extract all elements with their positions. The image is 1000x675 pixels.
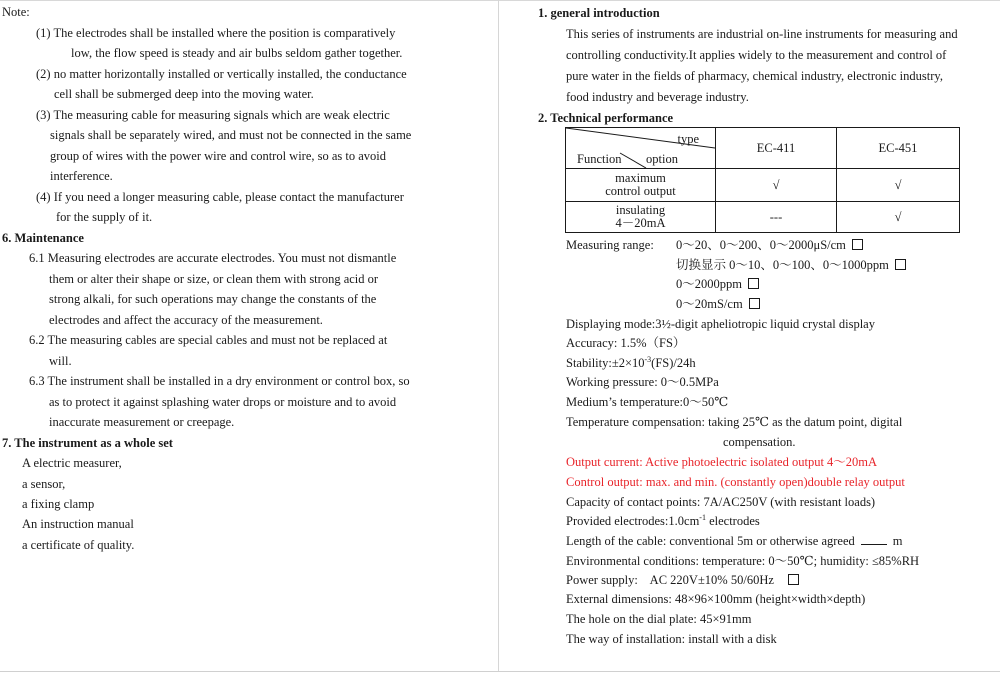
table-cell: √ <box>837 169 960 202</box>
intro-line: This series of instruments are industrial on-line instruments for measuring and <box>566 27 958 41</box>
note-item-4-cont: for the supply of it. <box>56 210 153 224</box>
table-cell: √ <box>837 202 960 233</box>
spec-display-mode: Displaying mode:3½-digit apheliotropic liquid crystal display <box>566 317 875 331</box>
maintenance-item-6-1-cont: them or alter their shape or size, or clean them with strong acid or <box>49 272 379 286</box>
row-label-line: 4－20mA <box>615 216 666 230</box>
spec-accuracy: Accuracy: 1.5%（FS） <box>566 336 686 350</box>
set-item: a fixing clamp <box>22 497 95 511</box>
spec-cable-length <box>566 533 903 549</box>
spec-control-output: Control output: max. and min. (constantly open)double relay output <box>566 475 905 489</box>
note-title: Note: <box>2 5 30 19</box>
performance-table <box>565 127 960 233</box>
corner-option-label: option <box>646 152 678 166</box>
page-top-border <box>0 0 1000 1</box>
maintenance-item-6-1: 6.1 Measuring electrodes are accurate electrodes. You must not dismantle <box>29 251 397 265</box>
note-item-3: (3) The measuring cable for measuring signals which are weak electric <box>36 108 390 122</box>
maintenance-item-6-2: 6.2 The measuring cables are special cables and must not be replaced at <box>29 333 388 347</box>
measuring-range-option <box>676 257 906 273</box>
row-label-insulating <box>566 202 716 233</box>
spec-contact-capacity: Capacity of contact points: 7A/AC250V (with resistant loads) <box>566 495 876 509</box>
electrodes-text: electrodes <box>705 514 760 528</box>
table-cell: √ <box>716 169 837 202</box>
note-item-2: (2) no matter horizontally installed or vertically installed, the conductance <box>36 67 407 81</box>
checkbox-icon[interactable] <box>749 298 760 309</box>
set-item: a certificate of quality. <box>22 538 135 552</box>
spec-provided-electrodes <box>566 513 760 529</box>
note-item-3-cont: group of wires with the power wire and control wire, so as to avoid <box>50 149 387 163</box>
power-supply-text: Power supply: AC 220V±10% 50/60Hz <box>566 573 774 587</box>
stability-text: Stability:±2×10 <box>566 356 645 370</box>
table-corner-cell <box>566 128 716 169</box>
stability-text: (FS)/24h <box>651 356 696 370</box>
spec-environment: Environmental conditions: temperature: 0～50℃; humidity: ≤85%RH <box>566 554 920 568</box>
note-item-3-cont: signals shall be separately wired, and must not be connected in the same <box>50 128 412 142</box>
cable-length-blank <box>861 533 887 545</box>
table-cell: --- <box>716 202 837 233</box>
column-divider <box>498 0 499 672</box>
measuring-range-option <box>676 296 760 312</box>
row-label-line: insulating <box>615 203 666 217</box>
spec-temperature-compensation-cont: compensation. <box>723 435 796 449</box>
measuring-range-option <box>676 276 759 292</box>
note-item-2-cont: cell shall be submerged deep into the moving water. <box>54 87 314 101</box>
spec-working-pressure: Working pressure: 0～0.5MPa <box>566 375 719 389</box>
note-item-1-cont: low, the flow speed is steady and air bulbs seldom gather together. <box>71 46 403 60</box>
row-label-line: maximum <box>615 171 666 185</box>
note-item-1: (1) The electrodes shall be installed where the position is comparatively <box>36 26 396 40</box>
row-label-max-control-output <box>566 169 716 202</box>
electrodes-exponent: -1 <box>699 512 706 522</box>
measuring-range-label: Measuring range: <box>566 238 654 252</box>
corner-type-label: type <box>677 132 699 146</box>
range-option-text: 0～2000ppm <box>676 277 742 291</box>
range-option-text: 0～20mS/cm <box>676 297 743 311</box>
general-introduction-heading: 1. general introduction <box>538 6 660 20</box>
maintenance-item-6-3-cont: inaccurate measurement or creepage. <box>49 415 235 429</box>
maintenance-item-6-2-cont: will. <box>49 354 72 368</box>
range-option-text: 0～20、0～200、0～2000μS/cm <box>676 238 846 252</box>
maintenance-item-6-1-cont: strong alkali, for such operations may change the constants of the <box>49 292 377 306</box>
table-row <box>566 169 960 202</box>
set-item: a sensor, <box>22 477 66 491</box>
spec-power-supply <box>566 572 799 588</box>
measuring-range-option <box>676 237 863 253</box>
cable-length-unit: m <box>892 534 903 548</box>
checkbox-icon[interactable] <box>788 574 799 585</box>
intro-line: controlling conductivity.It applies widely to the measurement and control of <box>566 48 947 62</box>
spec-external-dimensions: External dimensions: 48×96×100mm (height×width×depth) <box>566 592 866 606</box>
checkbox-icon[interactable] <box>748 278 759 289</box>
table-row <box>566 202 960 233</box>
spec-medium-temperature: Medium’s temperature:0～50℃ <box>566 395 729 409</box>
maintenance-item-6-3-cont: as to protect it against splashing water drops or moisture and to avoid <box>49 395 397 409</box>
whole-set-heading: 7. The instrument as a whole set <box>2 436 173 450</box>
spec-installation: The way of installation: install with a disk <box>566 632 777 646</box>
spec-output-current: Output current: Active photoelectric isolated output 4～20mA <box>566 455 878 469</box>
maintenance-heading: 6. Maintenance <box>2 231 84 245</box>
set-item: A electric measurer, <box>22 456 122 470</box>
set-item: An instruction manual <box>22 517 134 531</box>
maintenance-item-6-1-cont: electrodes and affect the accuracy of the measurement. <box>49 313 323 327</box>
spec-dial-plate-hole: The hole on the dial plate: 45×91mm <box>566 612 752 626</box>
checkbox-icon[interactable] <box>852 239 863 250</box>
table-header-row <box>566 128 960 169</box>
stability-exponent: -3 <box>644 354 652 364</box>
spec-temperature-compensation: Temperature compensation: taking 25℃ as the datum point, digital <box>566 415 903 429</box>
page-bottom-border <box>0 671 1000 672</box>
range-option-text: 切换显示 0～10、0～100、0～1000ppm <box>676 258 889 272</box>
intro-line: food industry and beverage industry. <box>566 90 749 104</box>
technical-performance-heading: 2. Technical performance <box>538 111 674 125</box>
maintenance-item-6-3: 6.3 The instrument shall be installed in a dry environment or control box, so <box>29 374 410 388</box>
cable-length-text: Length of the cable: conventional 5m or otherwise agreed <box>566 534 855 548</box>
column-header-ec-411: EC-411 <box>716 128 837 169</box>
note-item-4: (4) If you need a longer measuring cable, please contact the manufacturer <box>36 190 404 204</box>
electrodes-text: Provided electrodes:1.0cm <box>566 514 700 528</box>
checkbox-icon[interactable] <box>895 259 906 270</box>
column-header-ec-451: EC-451 <box>837 128 960 169</box>
spec-stability <box>566 355 696 371</box>
corner-function-label: Function <box>577 152 622 166</box>
note-item-3-cont: interference. <box>50 169 113 183</box>
intro-line: pure water in the fields of pharmacy, chemical industry, electronic industry, <box>566 69 943 83</box>
row-label-line: control output <box>605 184 676 198</box>
